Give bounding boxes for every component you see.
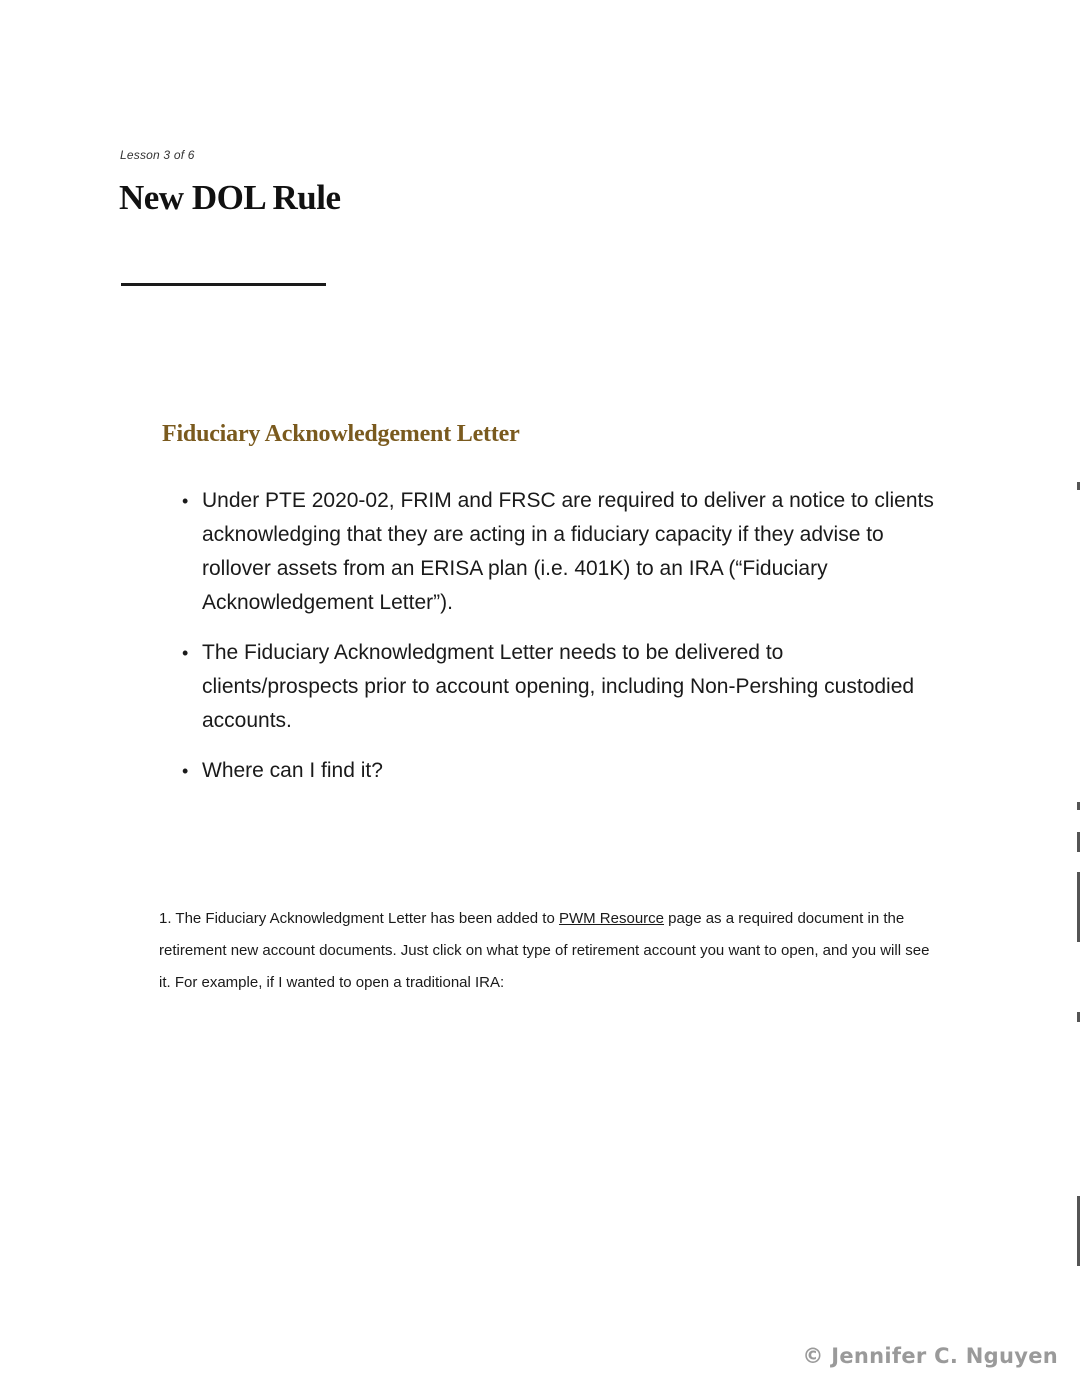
bullet-text: Where can I find it? [202,759,383,782]
title-divider [121,283,326,286]
bullet-item [180,754,940,788]
pwm-resource-link[interactable]: PWM Resource [558,910,665,927]
bullet-icon: • [182,491,189,511]
note-suffix: page as a required document in the retirement new account documents. Just click on what type of retirement account you want to open, and you will see it. For example, if I wanted to open a traditional IRA: [159,910,930,991]
bullet-item [180,636,940,738]
bullet-text: Under PTE 2020-02, FRIM and FRSC are required to deliver a notice to clients acknowledging that they are acting in a fiduciary capacity if they advise to rollover assets from an ERISA plan (i.e. 401K) to an IRA (“Fiduciary Acknowledgement Letter”). [202,489,934,614]
copyright-watermark: © Jennifer C. Nguyen [802,1344,1058,1368]
bullet-text: The Fiduciary Acknowledgment Letter needs to be delivered to clients/prospects prior to account opening, including Non-Pershing custodied accounts. [202,641,915,732]
section-heading: Fiduciary Acknowledgement Letter [162,421,520,447]
bullet-icon: • [182,643,189,663]
bullet-item [180,484,940,620]
instruction-note [159,903,939,999]
lesson-progress-label: Lesson 3 of 6 [120,148,195,162]
page-title: New DOL Rule [119,178,341,217]
note-prefix: 1. The Fiduciary Acknowledgment Letter has been added to [159,910,559,927]
bullet-icon: • [182,761,189,781]
bullet-list [180,484,940,804]
